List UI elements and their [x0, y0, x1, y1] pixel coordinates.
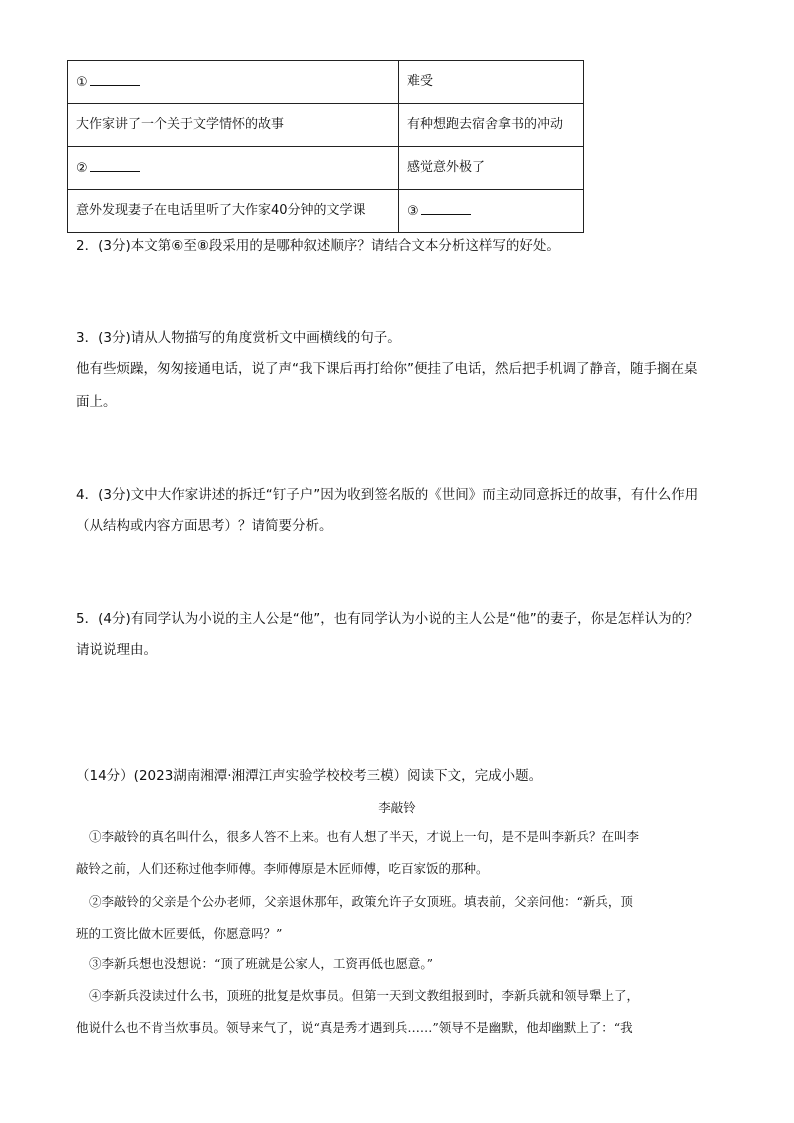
table-cell-left — [68, 61, 399, 104]
fill-in-blank[interactable] — [90, 159, 140, 172]
question-5-line-2: 请说说理由。 — [76, 642, 157, 658]
table-cell-left — [68, 104, 399, 147]
table-cell-text: 大作家讲了一个关于文学情怀的故事 — [76, 117, 285, 133]
table-cell-text: ③ — [407, 204, 419, 220]
table-cell-right — [399, 61, 584, 104]
question-4-line-2: （从结构或内容方面思考）？请简要分析。 — [76, 518, 333, 534]
table-cell-text: 难受 — [407, 74, 434, 90]
article-paragraph-line: ④李新兵没读过什么书，顶班的批复是炊事员。但第一天到文教组报到时，李新兵就和领导犟上了， — [89, 988, 640, 1003]
table-cell-left — [68, 190, 399, 233]
table-cell-left — [68, 147, 399, 190]
table-row — [68, 104, 584, 147]
section-header: （14分）(2023湖南湘潭·湘潭江声实验学校校考三模）阅读下文，完成小题。 — [76, 768, 543, 784]
table-cell-text: 感觉意外极了 — [407, 160, 486, 176]
question-3: 3．(3分)请从人物描写的角度赏析文中画横线的句子。 — [76, 330, 401, 346]
table-cell-text: 有种想跑去宿舍拿书的冲动 — [407, 117, 564, 133]
table-row — [68, 61, 584, 104]
table-cell-right — [399, 104, 584, 147]
question-4-line-1: 4．(3分)文中大作家讲述的拆迁“钉子户”因为收到签名版的《世间》而主动同意拆迁的故事，有什么作用 — [76, 487, 699, 503]
article-paragraph-line: 敲铃之前，人们还称过他李师傅。李师傅原是木匠师傅，吃百家饭的那种。 — [76, 861, 489, 876]
article-paragraph-line: 他说什么也不肯当炊事员。领导来气了，说“真是秀才遇到兵……”领导不是幽默，他却幽默上了：“我 — [76, 1020, 633, 1035]
table-cell-text: ① — [76, 75, 88, 91]
article-paragraph-line: ①李敲铃的真名叫什么，很多人答不上来。也有人想了半天，才说上一句，是不是叫李新兵？在叫李 — [89, 829, 640, 844]
table-row — [68, 190, 584, 233]
answer-table — [67, 60, 584, 233]
article-paragraph-line: ③李新兵想也没想说：“顶了班就是公家人，工资再低也愿意。” — [89, 956, 434, 971]
article-paragraph-line: ②李敲铃的父亲是个公办老师，父亲退休那年，政策允许子女顶班。填表前，父亲问他：“新兵，顶 — [89, 894, 633, 909]
question-2: 2．(3分)本文第⑥至⑧段采用的是哪种叙述顺序？请结合文本分析这样写的好处。 — [76, 238, 560, 254]
question-3-quote-line-2: 面上。 — [76, 394, 117, 410]
article-paragraph-line: 班的工资比做木匠要低，你愿意吗？” — [76, 926, 283, 941]
question-5-line-1: 5．(4分)有同学认为小说的主人公是“他”，也有同学认为小说的主人公是“他”的妻子，你是怎样认为的？ — [76, 611, 699, 627]
table-cell-right — [399, 147, 584, 190]
fill-in-blank[interactable] — [421, 202, 471, 215]
table-cell-right — [399, 190, 584, 233]
table-cell-text: ② — [76, 161, 88, 177]
fill-in-blank[interactable] — [90, 73, 140, 86]
question-3-quote-line-1: 他有些烦躁，匆匆接通电话，说了声“我下课后再打给你”便挂了电话，然后把手机调了静音，随手搁在桌 — [76, 361, 698, 377]
article-title: 李敲铃 — [378, 800, 416, 815]
table-row — [68, 147, 584, 190]
table-cell-text: 意外发现妻子在电话里听了大作家40分钟的文学课 — [76, 203, 366, 219]
